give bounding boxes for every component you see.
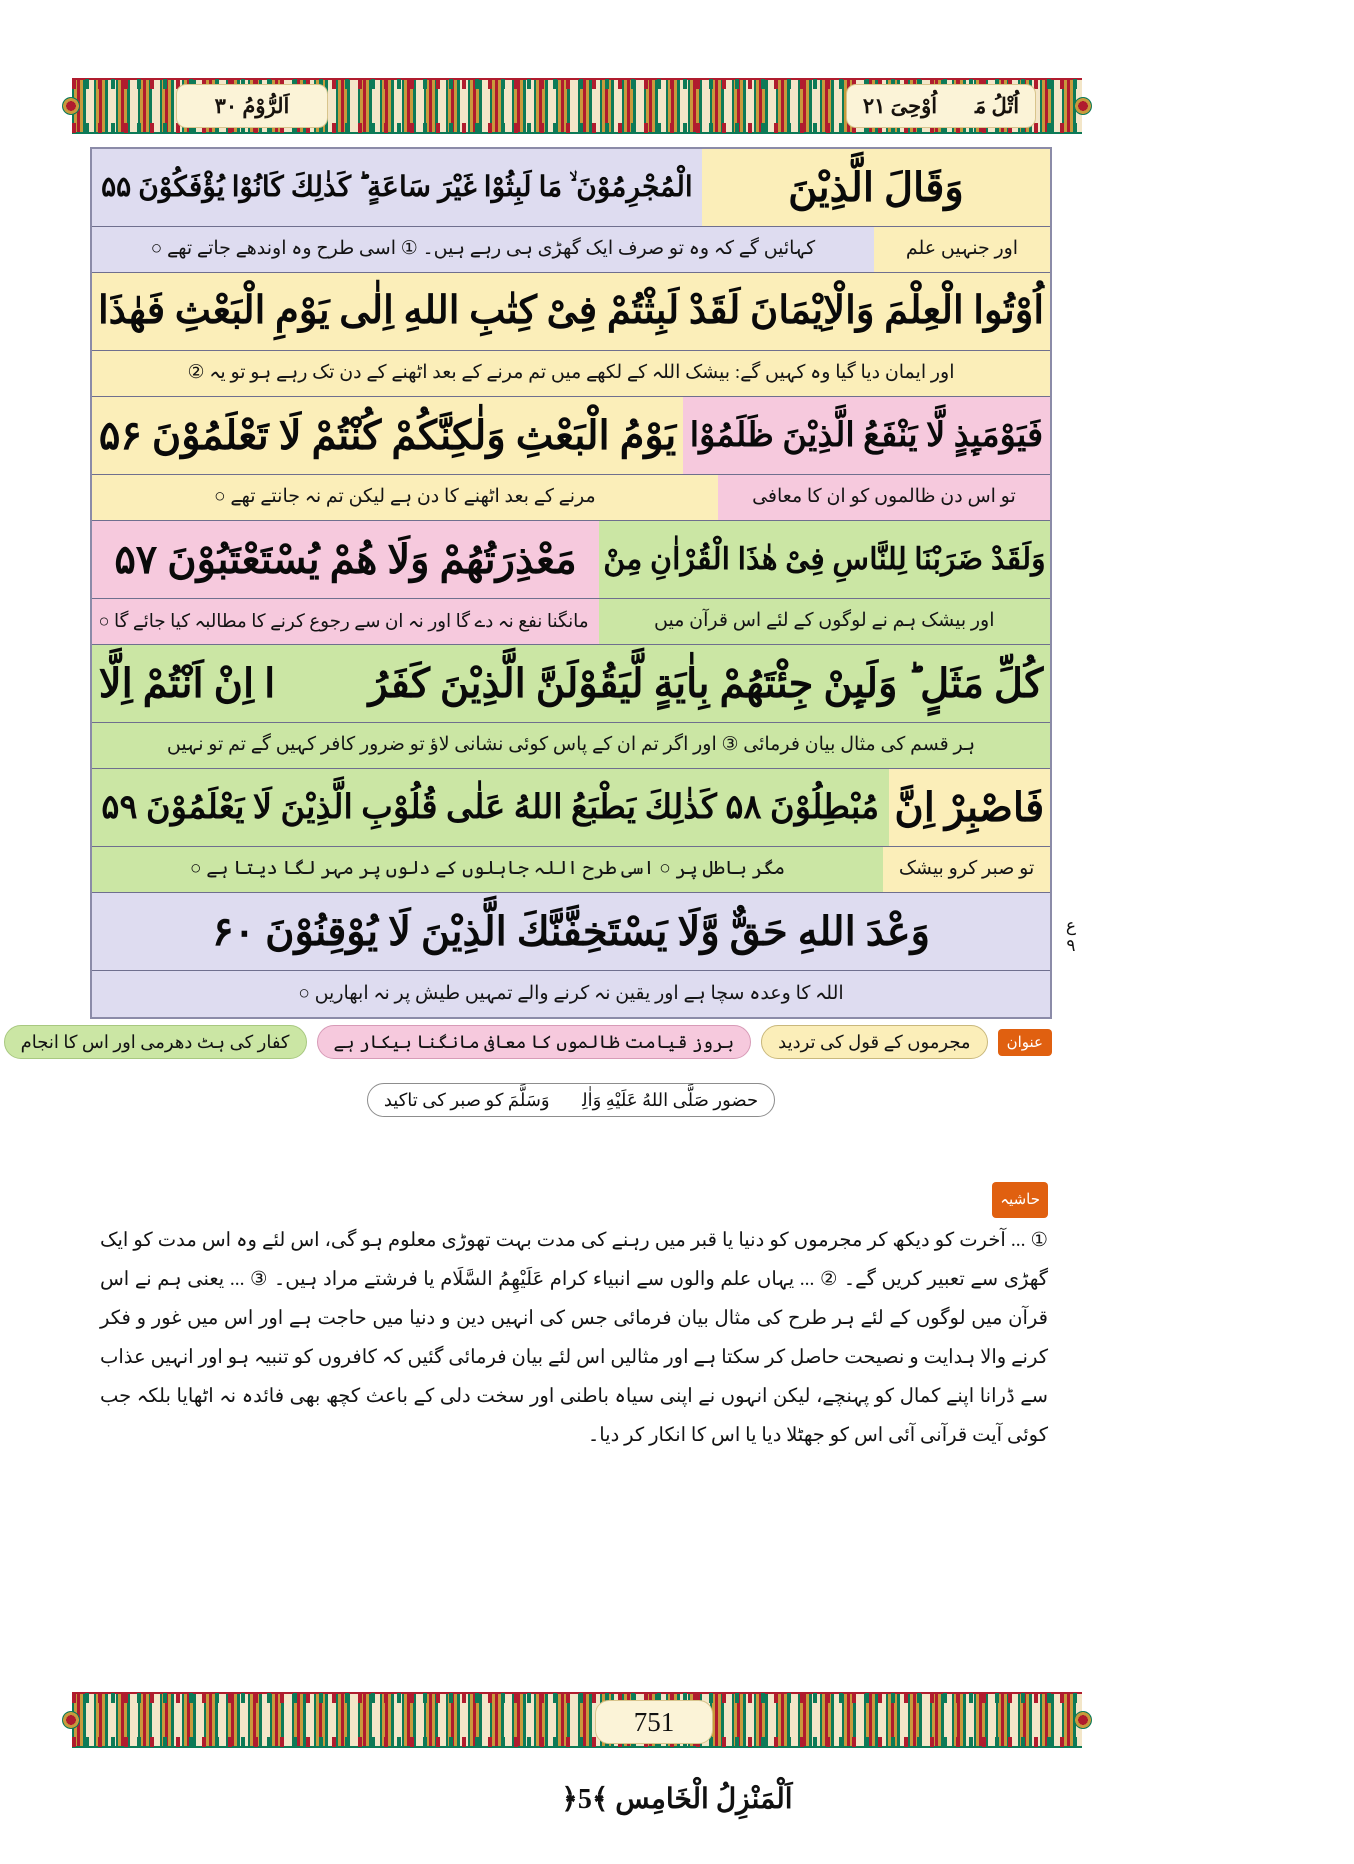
ayah-line-row [92, 893, 1050, 971]
topics-row-primary [20, 1024, 1052, 1060]
translation-segment [92, 351, 1050, 396]
ayah-text: وَعْدَ اللهِ حَقٌّ وَّلَا یَسْتَخِفَّنَّكَ الَّذِیْنَ لَا یُوْقِنُوْنَ ۶۰ [212, 908, 930, 954]
ayah-text: مُبْطِلُوْنَ ۵۸ كَذٰلِكَ یَطْبَعُ اللهُ عَلٰی قُلُوْبِ الَّذِیْنَ لَا یَعْلَمُوْنَ ۵۹ [101, 788, 880, 826]
footnotes-section [100, 1182, 1048, 1455]
juz-name-cartouche [846, 84, 1036, 128]
translation-line-row [92, 475, 1050, 521]
ayah-segment [92, 149, 702, 226]
ayah-text: كُلِّ مَثَلٍ ؕ وَلَىِٕنْ جِئْتَهُمْ بِاٰیَةٍ لَّیَقُوْلَنَّ الَّذِیْنَ كَفَرُوْۤا اِنْ اَنْتُمْ اِلَّا [98, 660, 1044, 706]
ayah-segment [92, 273, 1050, 350]
translation-segment [92, 475, 718, 520]
translation-text: مرنے کے بعد اٹھنے کا دن ہے لیکن تم نہ جانتے تھے ○ [214, 486, 596, 508]
topic-pill[interactable]: مجرموں کے قول کی تردید [761, 1025, 987, 1060]
header-right-rosette [1074, 97, 1092, 115]
translation-line-row [92, 847, 1050, 893]
ruku-marker-glyph: ٩ [1066, 936, 1076, 956]
translation-segment [92, 723, 1050, 768]
translation-line-row [92, 723, 1050, 769]
translation-segment [874, 227, 1050, 272]
ayah-segment [599, 521, 1050, 598]
ayah-text: الْمُجْرِمُوْنَ ۙ مَا لَبِثُوْا غَیْرَ سَاعَةٍ ؕ كَذٰلِكَ كَانُوْا یُؤْفَكُوْنَ ۵۵ [101, 171, 693, 203]
translation-text: اللہ کا وعدہ سچا ہے اور یقین نہ کرنے والے تمہیں طیش پر نہ ابھاریں ○ [298, 982, 844, 1004]
hashiya-badge: حاشیہ [992, 1182, 1048, 1218]
translation-text: اور ایمان دیا گیا وہ کہیں گے: بیشک اللہ کے لکھے میں تم مرنے کے بعد اٹھنے کے دن تک رہے ہو تو یہ ② [187, 362, 955, 384]
scripture-block [90, 147, 1052, 1019]
page-number: 751 [595, 1700, 713, 1744]
translation-line-row [92, 599, 1050, 645]
translation-line-row [92, 351, 1050, 397]
translation-text: مانگنا نفع نہ دے گا اور نہ ان سے رجوع کرنے کا مطالبہ کیا جائے گا ○ [98, 610, 589, 631]
ayah-segment [92, 645, 1050, 722]
translation-segment [718, 475, 1050, 520]
ruku-marker [1058, 916, 1084, 956]
juz-name-text: اُتْلُ مَاۤ اُوْحِیَ ٢١ [862, 93, 1020, 118]
translation-segment [883, 847, 1050, 892]
manzil-label: اَلْمَنْزِلُ الْخَامِس ﴾5﴿ [561, 1784, 793, 1815]
surah-name-cartouche [176, 84, 328, 128]
translation-text: کہائیں گے کہ وہ تو صرف ایک گھڑی ہی رہے ہیں۔ ① اسی طرح وہ اوندھے جاتے تھے ○ [150, 238, 816, 260]
translation-text: مگر باطل پر ○ اسی طرح اللہ جاہلوں کے دلوں پر مہر لگا دیتا ہے ○ [189, 858, 786, 880]
footnote-text: ① ... آخرت کو دیکھ کر مجرموں کو دنیا یا قبر میں رہنے کی مدت بہت تھوڑی معلوم ہو گی، اس لئے وہ اس مدت کو ایک گھڑی سے تعبیر کریں گے۔ ② ... یہاں علم والوں سے انبیاء کرام عَلَیْهِمُ السَّلَام یا فرشتے مراد ہیں۔ ③ ... یعنی ہم نے اس قرآن میں لوگوں کے لئے ہر طرح کی مثال بیان فرمائی جس کی انہیں دین و دنیا میں حاجت ہے اور اس میں غور و فکر کرنے والا ہدایت و نصیحت حاصل کر سکتا ہے اور مثالیں اس لئے بیان فرمائی گئیں کہ کافروں کو تنبیہ ہو اور انہیں عذاب سے ڈرانا اپنے کمال کو پہنچے، لیکن انہوں نے اپنی سیاہ باطنی اور سخت دلی کے باعث کچھ بھی فائدہ نہ اٹھایا بلکہ جب کوئی آیت قرآنی آئی اس کو جھٹلا دیا یا اس کا انکار کر دیا۔ [100, 1230, 1049, 1446]
translation-segment [92, 599, 599, 644]
ayah-segment [683, 397, 1050, 474]
ayah-text: یَوْمُ الْبَعْثِ وَلٰكِنَّكُمْ كُنْتُمْ لَا تَعْلَمُوْنَ ۵۶ [98, 412, 677, 458]
footer-right-rosette [1074, 1711, 1092, 1729]
header-left-rosette [62, 97, 80, 115]
topics-row-secondary [90, 1082, 1052, 1118]
translation-text: تو اس دن ظالموں کو ان کا معافی [752, 486, 1016, 508]
ayah-segment [92, 397, 683, 474]
surah-name-text: اَلرُّوْمُ ٣٠ [214, 93, 290, 118]
translation-text: ہر قسم کی مثال بیان فرمائی ③ اور اگر تم ان کے پاس کوئی نشانی لاؤ تو ضرور کافر کہیں گے تم تو نہیں [166, 734, 976, 756]
topic-pill[interactable]: حضور صَلَّی اللهُ عَلَیْهِ وَاٰلِهٖ وَسَلَّمَ کو صبر کی تاکید [367, 1083, 775, 1118]
translation-segment [92, 227, 874, 272]
topic-pill[interactable]: کفار کی ہٹ دھرمی اور اس کا انجام [4, 1025, 307, 1060]
footer-ornament-band [72, 1692, 1082, 1748]
ayah-text: فَیَوْمَىِٕذٍ لَّا یَنْفَعُ الَّذِیْنَ ظَلَمُوْا [689, 416, 1044, 454]
translation-text: تو صبر کرو بیشک [898, 858, 1035, 880]
translation-line-row [92, 227, 1050, 273]
translation-text: اور جنہیں علم [905, 238, 1019, 260]
ayah-text: مَعْذِرَتُهُمْ وَلَا هُمْ یُسْتَعْتَبُوْنَ ۵۷ [114, 536, 577, 582]
ayah-line-row [92, 397, 1050, 475]
ayah-segment [889, 769, 1050, 846]
translation-segment [92, 847, 883, 892]
ayah-line-row [92, 149, 1050, 227]
ayah-segment [92, 769, 889, 846]
ayah-text: اُوْتُوا الْعِلْمَ وَالْاِیْمَانَ لَقَدْ لَبِثْتُمْ فِیْ كِتٰبِ اللهِ اِلٰی یَوْمِ الْبَعْثِ فَهٰذَا [97, 289, 1045, 332]
ayah-line-row [92, 645, 1050, 723]
ayah-text: وَلَقَدْ ضَرَبْنَا لِلنَّاسِ فِیْ هٰذَا الْقُرْاٰنِ مِنْ [603, 541, 1046, 576]
ayah-segment [92, 893, 1050, 970]
ayah-text: وَقَالَ الَّذِیْنَ [788, 164, 964, 210]
ayah-segment [702, 149, 1050, 226]
ayah-line-row [92, 521, 1050, 599]
ruku-marker-glyph: ع [1065, 916, 1077, 935]
translation-segment [92, 971, 1050, 1017]
translation-line-row [92, 971, 1050, 1017]
translation-segment [599, 599, 1050, 644]
translation-text: اور بیشک ہم نے لوگوں کے لئے اس قرآن میں [654, 610, 995, 632]
unwan-badge: عنوان [998, 1029, 1052, 1056]
topic-pill[interactable]: بروز قیامت ظالموں کا معافی مانگنا بیکار ہے [317, 1025, 752, 1060]
ayah-segment [92, 521, 599, 598]
ayah-line-row [92, 769, 1050, 847]
ayah-text: فَاصْبِرْ اِنَّ [894, 784, 1045, 830]
footer-left-rosette [62, 1711, 80, 1729]
ayah-line-row [92, 273, 1050, 351]
